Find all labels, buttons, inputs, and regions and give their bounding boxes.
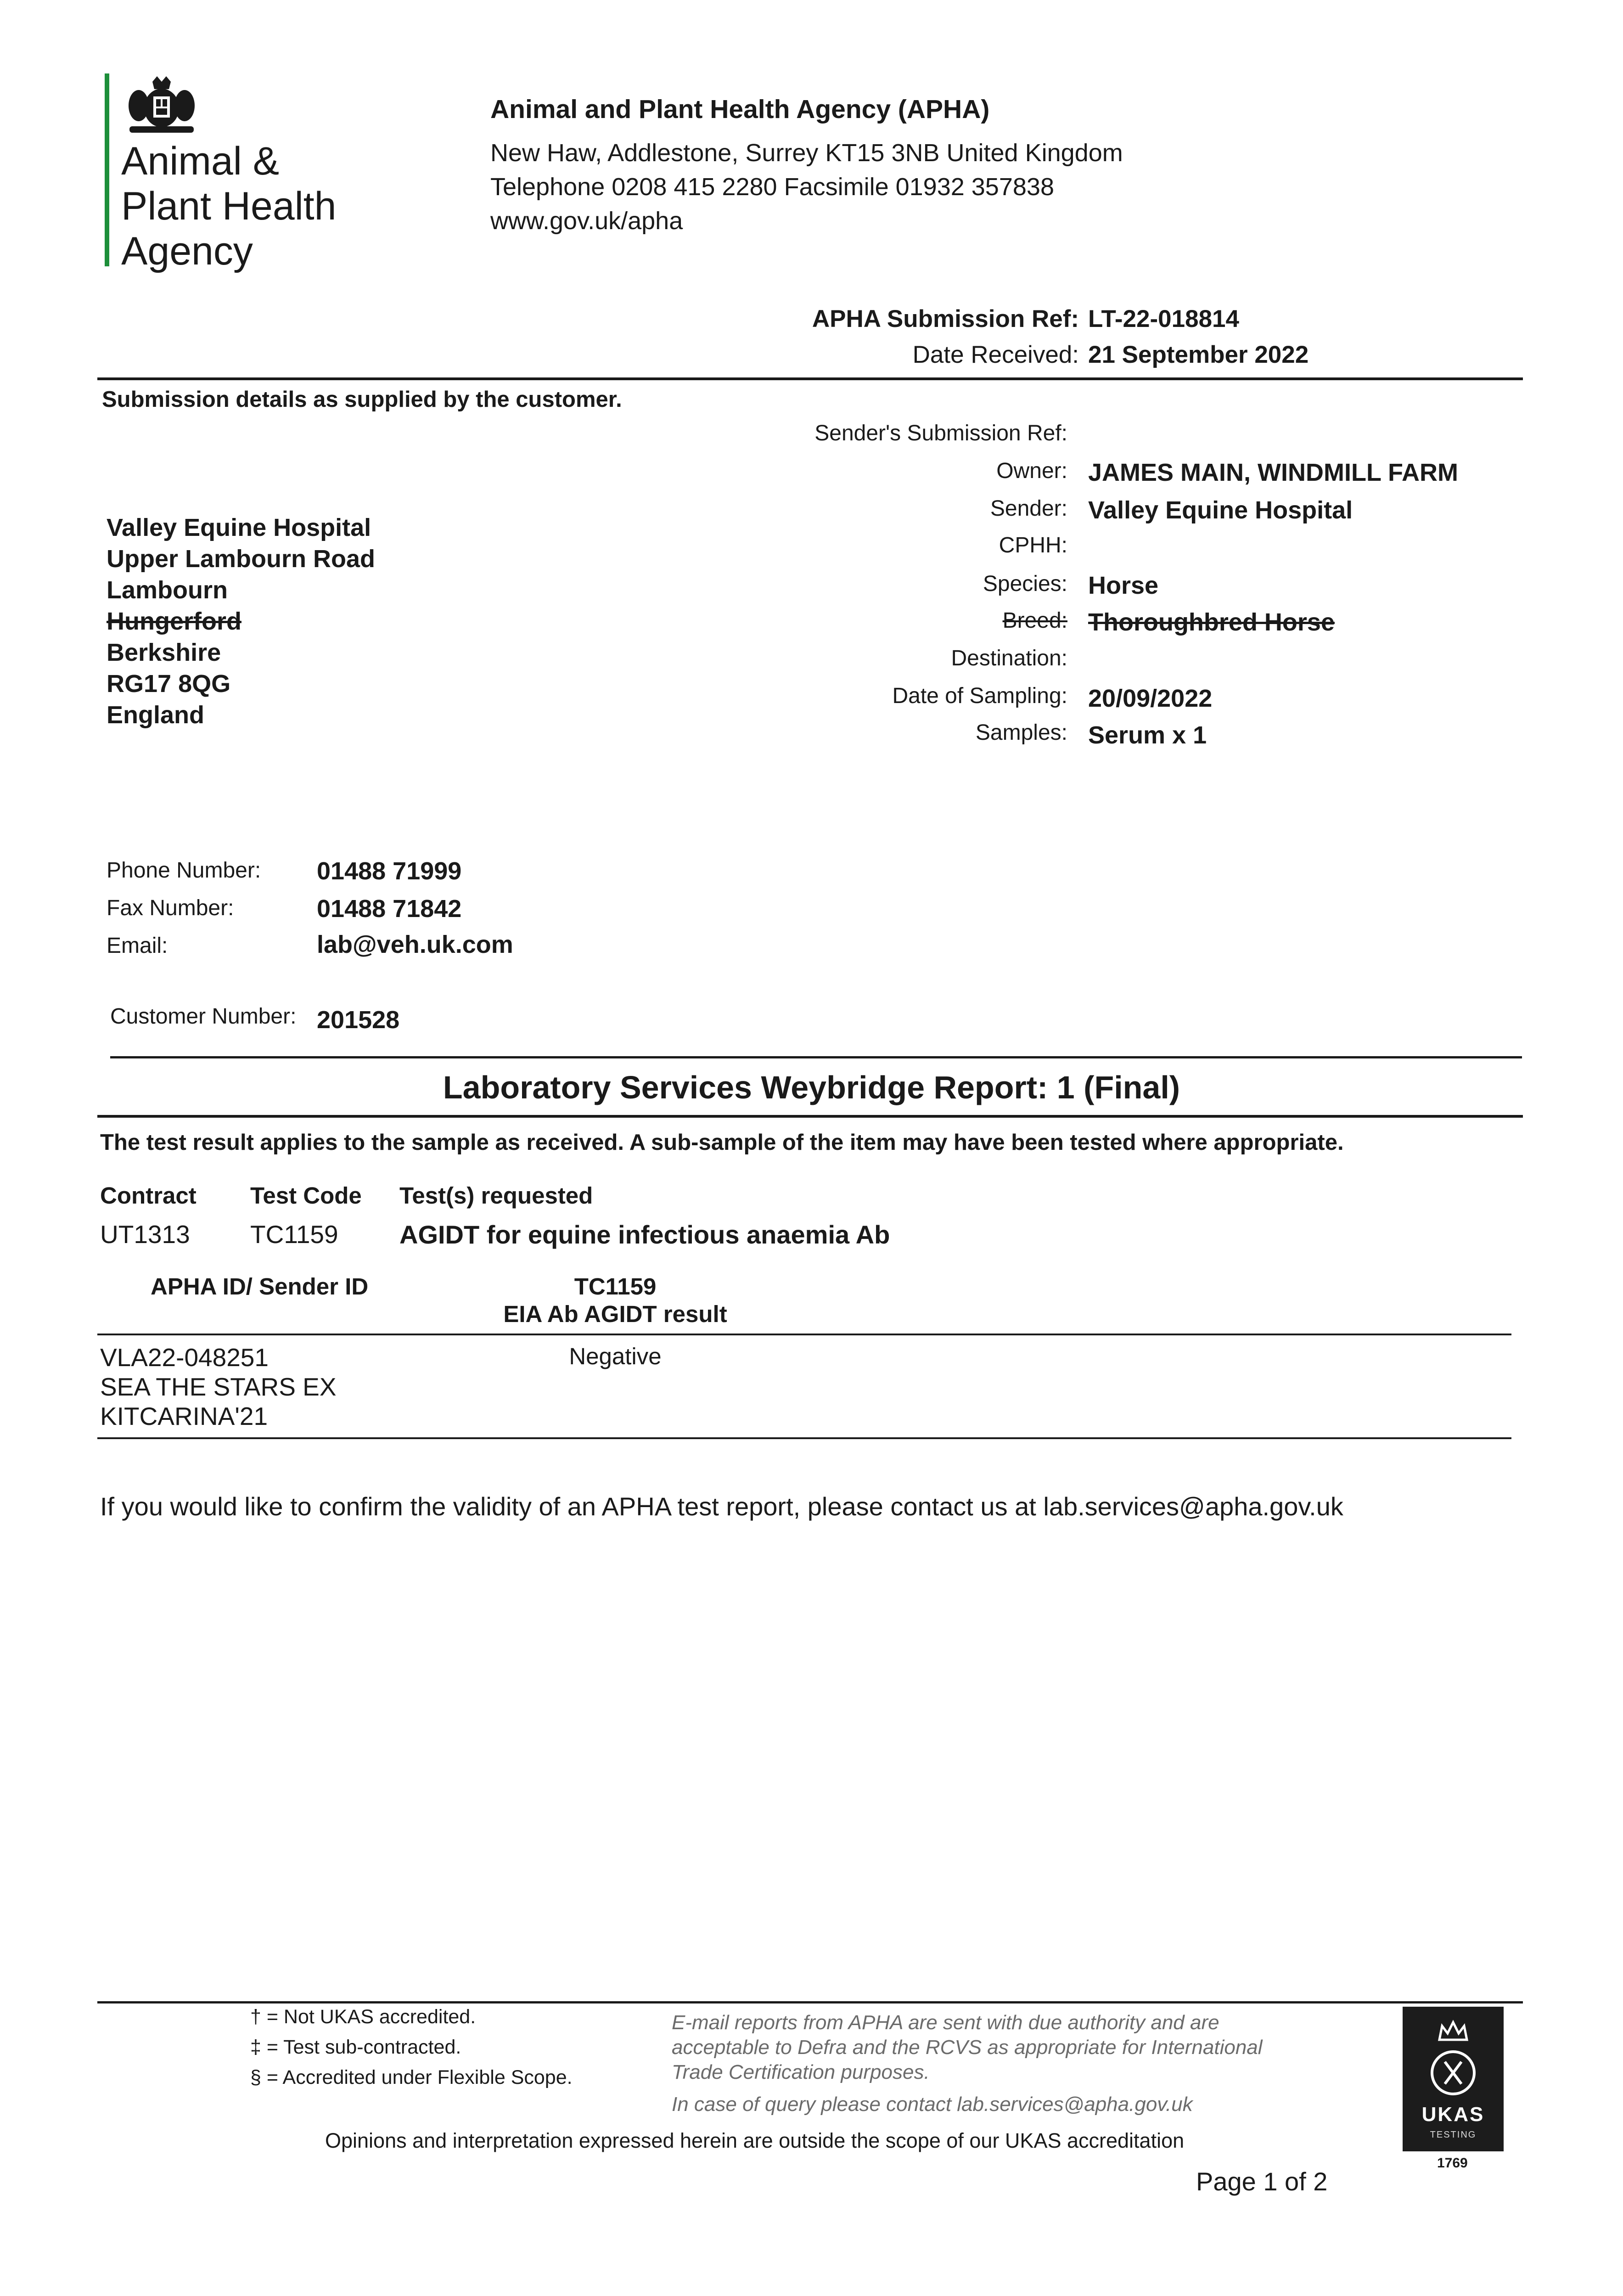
validity-note: If you would like to confirm the validity of an APHA test report, please contact us at lab.services@apha.gov.uk [100,1492,1343,1521]
sample-name-line-2: KITCARINA'21 [100,1402,268,1430]
org-address: New Haw, Addlestone, Surrey KT15 3NB United Kingdom [490,139,1123,167]
ukas-name: UKAS [1421,2103,1485,2126]
org-website: www.gov.uk/apha [490,207,683,235]
logo-accent-bar [105,73,109,266]
sender-value: Valley Equine Hospital [1088,496,1353,524]
date-received-label: Date Received: [912,341,1079,368]
report-divider [97,1115,1523,1118]
sample-id: VLA22-048251 [100,1343,269,1372]
email-note-line-1: E-mail reports from APHA are sent with due authority and are [672,2011,1219,2034]
breed-label: Breed: [1002,608,1067,633]
royal-crest-icon [120,73,203,142]
test-code-value: TC1159 [250,1220,338,1249]
fax-label: Fax Number: [107,896,234,920]
customer-number-label: Customer Number: [110,1004,297,1029]
footnote-sub-contracted: ‡ = Test sub-contracted. [250,2036,461,2058]
report-title: Laboratory Services Weybridge Report: 1 (Final) [443,1069,1180,1105]
email-label: Email: [107,934,168,958]
crown-icon [1421,2011,1485,2099]
logo-text-line-2: Plant Health [121,184,337,228]
customer-divider [110,1056,1522,1058]
submission-ref-value: LT-22-018814 [1088,305,1239,332]
phone-value: 01488 71999 [317,857,462,885]
header-divider [97,377,1523,380]
logo-text-line-1: Animal & [121,139,280,183]
id-header: APHA ID/ Sender ID [151,1273,369,1300]
owner-value: JAMES MAIN, WINDMILL FARM [1088,459,1458,486]
logo-text-line-3: Agency [121,229,253,273]
contract-value: UT1313 [100,1220,190,1249]
owner-label: Owner: [996,459,1067,483]
date-sampling-value: 20/09/2022 [1088,685,1213,712]
query-note: In case of query please contact lab.services@apha.gov.uk [672,2093,1193,2116]
footer-divider [97,2001,1523,2003]
table-header-divider [97,1334,1511,1335]
customer-number-value: 201528 [317,1006,400,1034]
cphh-label: CPHH: [999,533,1067,557]
address-line-4: Hungerford [107,608,241,635]
submission-ref-label: APHA Submission Ref: [812,305,1079,332]
page-number: Page 1 of 2 [1196,2167,1328,2196]
phone-label: Phone Number: [107,858,261,883]
address-line-6: RG17 8QG [107,670,231,698]
result-header-name: EIA Ab AGIDT result [503,1301,727,1327]
email-note-line-2: acceptable to Defra and the RCVS as appropriate for International [672,2036,1263,2059]
date-received-value: 21 September 2022 [1088,341,1309,368]
ukas-sub: TESTING [1430,2130,1477,2140]
test-code-header: Test Code [250,1182,362,1209]
samples-value: Serum x 1 [1088,721,1207,749]
senders-ref-label: Sender's Submission Ref: [814,421,1067,445]
applies-note: The test result applies to the sample as received. A sub-sample of the item may have been tested where appropriate. [100,1130,1344,1155]
org-name: Animal and Plant Health Agency (APHA) [490,95,990,124]
contract-header: Contract [100,1182,197,1209]
table-bottom-divider [97,1437,1511,1439]
date-sampling-label: Date of Sampling: [892,684,1067,708]
breed-value: Thoroughbred Horse [1088,608,1335,636]
footnote-flexible-scope: § = Accredited under Flexible Scope. [250,2066,573,2088]
address-line-5: Berkshire [107,639,221,666]
tests-requested-header: Test(s) requested [399,1182,593,1209]
email-value: lab@veh.uk.com [317,931,513,958]
test-requested-value: AGIDT for equine infectious anaemia Ab [399,1220,890,1249]
submission-heading: Submission details as supplied by the customer. [102,387,622,412]
address-line-1: Valley Equine Hospital [107,514,371,541]
samples-label: Samples: [975,720,1067,745]
fax-value: 01488 71842 [317,895,462,923]
address-line-3: Lambourn [107,576,228,604]
species-value: Horse [1088,572,1159,599]
ukas-number: 1769 [1437,2155,1468,2171]
address-line-2: Upper Lambourn Road [107,545,376,573]
sample-name-line-1: SEA THE STARS EX [100,1373,337,1401]
result-header-code: TC1159 [574,1273,657,1300]
sender-label: Sender: [990,496,1067,521]
destination-label: Destination: [951,646,1067,670]
result-value: Negative [569,1343,662,1369]
ukas-logo [1403,2007,1504,2151]
email-note-line-3: Trade Certification purposes. [672,2061,930,2083]
org-phone-fax: Telephone 0208 415 2280 Facsimile 01932 357838 [490,173,1054,201]
opinions-note: Opinions and interpretation expressed herein are outside the scope of our UKAS accreditation [325,2129,1185,2152]
footnote-not-ukas: † = Not UKAS accredited. [250,2006,476,2028]
species-label: Species: [983,572,1067,596]
address-line-7: England [107,701,204,729]
